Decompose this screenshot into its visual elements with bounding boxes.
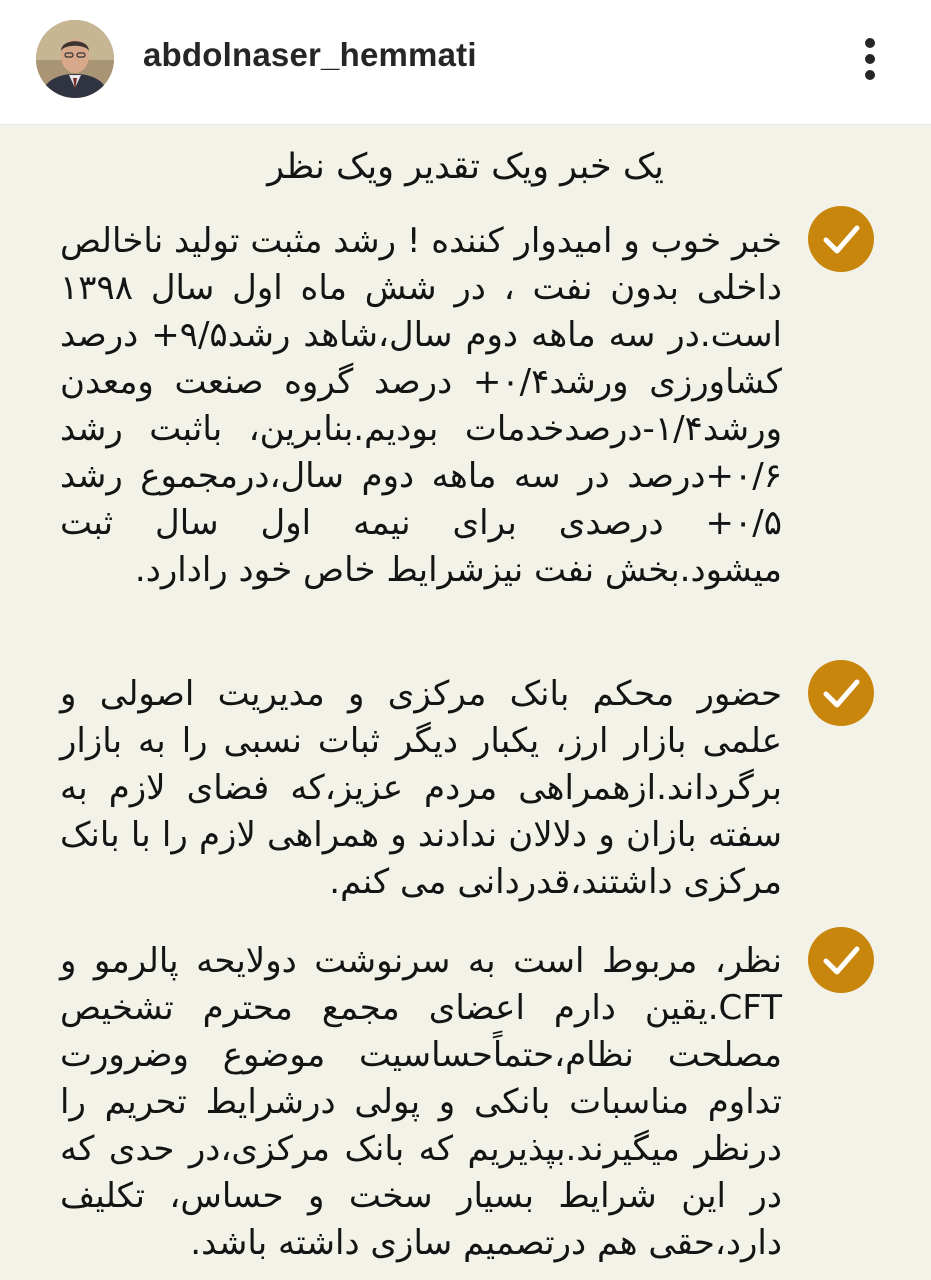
post-image <box>0 125 931 1280</box>
post-title: یک خبر ویک تقدیر ویک نظر <box>267 147 664 187</box>
post-paragraph-3: نظر، مربوط است به سرنوشت دولایحه پالرمو و CFT.یقین دارم اعضای مجمع محترم تشخیص مصلحت نظام،حتماًحساسیت موضوع وضرورت تداوم مناسبات بانکی و پولی درشرایط تحریم را درنظر میگیرند.بپذیریم که بانک مرکزی،در حدی که در این شرایط بسیار سخت و حساس، تکلیف دارد،حقی هم درتصمیم سازی داشته باشد. <box>60 941 782 1263</box>
check-circle-icon <box>807 926 875 994</box>
check-circle-icon <box>807 205 875 273</box>
vertical-ellipsis-icon[interactable] <box>850 34 890 84</box>
check-circle-icon <box>807 659 875 727</box>
profile-photo <box>36 20 114 98</box>
avatar[interactable] <box>36 20 114 98</box>
post-paragraph-2: حضور محکم بانک مرکزی و مدیریت اصولی و علمی بازار ارز، یکبار دیگر ثبات نسبی را به بازار برگرداند.ازهمراهی مردم عزیز،که فضای لازم به سفته بازان و دلالان ندادند و همراهی لازم را با بانک مرکزی داشتند،قدردانی می کنم. <box>60 674 782 902</box>
username[interactable]: abdolnaser_hemmati <box>143 36 477 73</box>
post-paragraph-1: خبر خوب و امیدوار کننده ! رشد مثبت تولید ناخالص داخلی بدون نفت ، در شش ماه اول سال ۱۳۹۸ است.در سه ماهه دوم سال،شاهد رشد۹/۵+ درصد کشاورزی ورشد۰/۴+ درصد گروه صنعت ومعدن ورشد۱/۴-درصدخدمات بودیم.بنابرین، باثبت رشد ۰/۶+درصد در سه ماهه دوم سال،درمجموع رشد ۰/۵+ درصدی برای نیمه اول سال ثبت میشود.بخش نفت نیزشرایط خاص خود رادارد. <box>60 221 782 590</box>
post-header <box>0 0 931 125</box>
